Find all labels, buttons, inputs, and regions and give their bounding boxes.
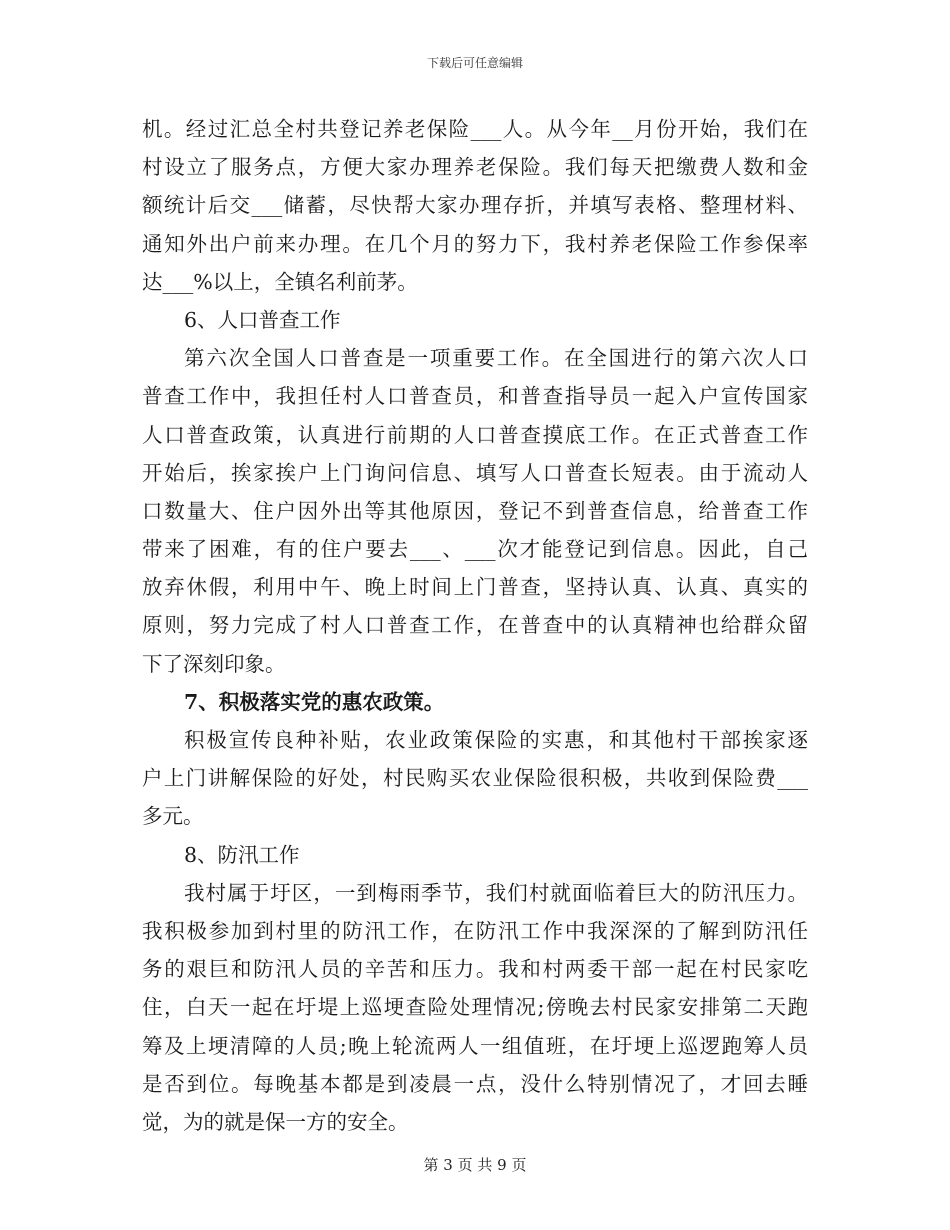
- page-number: 第 3 页 共 9 页: [423, 1156, 527, 1174]
- section-heading-policy: 7、积极落实党的惠农政策。: [184, 689, 445, 714]
- text-line: 机。经过汇总全村共登记养老保险___人。从今年__月份开始，我们在: [142, 117, 808, 141]
- text-line: 觉，为的就是保一方的安全。: [142, 1109, 409, 1134]
- text-line: 通知外出户前来办理。在几个月的努力下，我村养老保险工作参保率: [142, 231, 808, 256]
- text-line: 村设立了服务点，方便大家办理养老保险。我们每天把缴费人数和金: [142, 155, 808, 180]
- text-line: 筹及上埂清障的人员;晚上轮流两人一组值班，在圩埂上巡逻跑筹人员: [142, 1033, 808, 1058]
- text-line: 口数量大、住户因外出等其他原因，登记不到普查信息，给普查工作: [142, 498, 808, 523]
- text-line: 我积极参加到村里的防汛工作，在防汛工作中我深深的了解到防汛任: [142, 918, 808, 943]
- text-line: 户上门讲解保险的好处，村民购买农业保险很积极，共收到保险费___: [142, 766, 808, 791]
- text-line: 带来了困难，有的住户要去___、___次才能登记到信息。因此，自己: [142, 537, 808, 562]
- paragraph-first-line: 积极宣传良种补贴，农业政策保险的实惠，和其他村干部挨家逐: [184, 728, 808, 752]
- section-heading-flood: 8、防汛工作: [184, 842, 300, 867]
- text-line: 人口普查政策，认真进行前期的人口普查摸底工作。在正式普查工作: [142, 422, 808, 447]
- text-line: 是否到位。每晚基本都是到凌晨一点，没什么特别情况了，才回去睡: [142, 1071, 808, 1096]
- text-line: 多元。: [142, 804, 204, 829]
- text-line: 达___%以上，全镇名利前茅。: [142, 269, 418, 294]
- text-line: 普查工作中，我担任村人口普查员，和普查指导员一起入户宣传国家: [142, 384, 808, 409]
- section-heading-census: 6、人口普查工作: [184, 307, 341, 332]
- text-line: 开始后，挨家挨户上门询问信息、填写人口普查长短表。由于流动人: [142, 460, 808, 485]
- text-line: 额统计后交___储蓄，尽快帮大家办理存折，并填写表格、整理材料、: [142, 193, 808, 218]
- text-line: 放弃休假，利用中午、晚上时间上门普查，坚持认真、认真、真实的: [142, 575, 808, 600]
- paragraph-first-line: 第六次全国人口普查是一项重要工作。在全国进行的第六次人口: [184, 346, 808, 371]
- text-line: 住，白天一起在圩堤上巡埂查险处理情况;傍晚去村民家安排第二天跑: [142, 995, 808, 1020]
- paragraph-first-line: 我村属于圩区，一到梅雨季节，我们村就面临着巨大的防汛压力。: [184, 880, 808, 905]
- text-line: 原则，努力完成了村人口普查工作，在普查中的认真精神也给群众留: [142, 613, 808, 638]
- document-body: [142, 110, 808, 1141]
- text-line: 务的艰巨和防汛人员的辛苦和压力。我和村两委干部一起在村民家吃: [142, 957, 808, 982]
- page-header: 下载后可任意编辑: [426, 56, 523, 70]
- text-line: 下了深刻印象。: [142, 651, 286, 676]
